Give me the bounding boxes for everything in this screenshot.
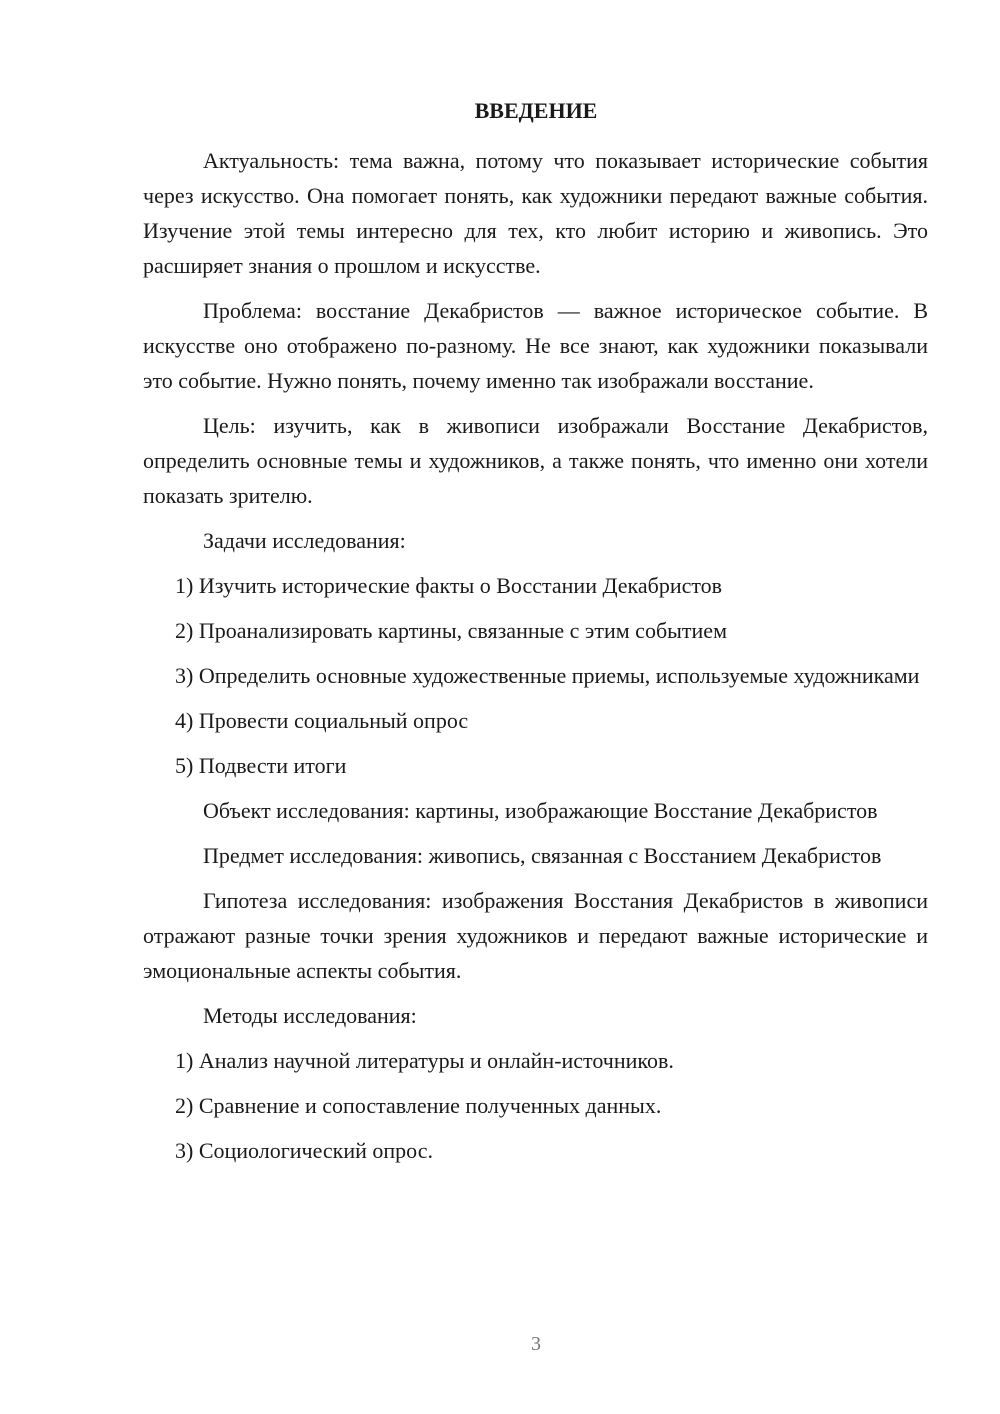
task-item-4: 4) Провести социальный опрос — [175, 708, 469, 733]
hypothesis-paragraph: Гипотеза исследования: изображения Восстания Декабристов в живописи отражают разные точки зрения художников и передают важные исторические и эмоциональные аспекты события. — [143, 888, 928, 983]
object-paragraph: Объект исследования: картины, изображающие Восстание Декабристов — [203, 798, 878, 823]
relevance-paragraph: Актуальность: тема важна, потому что показывает исторические события через искусство. Она помогает понять, как художники передают важные события. Изучение этой темы интересно для тех, кто любит историю и живопись. Это расширяет знания о прошлом и искусстве. — [143, 148, 928, 278]
subject-paragraph: Предмет исследования: живопись, связанная с Восстанием Декабристов — [203, 843, 882, 868]
tasks-heading: Задачи исследования: — [203, 528, 406, 553]
task-item-3: 3) Определить основные художественные приемы, используемые художниками — [175, 663, 920, 688]
document-body — [143, 143, 928, 1178]
method-item-1: 1) Анализ научной литературы и онлайн-источников. — [175, 1048, 674, 1073]
task-item-2: 2) Проанализировать картины, связанные с этим событием — [175, 618, 727, 643]
problem-paragraph: Проблема: восстание Декабристов — важное историческое событие. В искусстве оно отображено по-разному. Не все знают, как художники показывали это событие. Нужно понять, почему именно так изображали восстание. — [143, 298, 928, 393]
page-number: 3 — [531, 1333, 541, 1355]
task-item-5: 5) Подвести итоги — [175, 753, 347, 778]
method-item-3: 3) Социологический опрос. — [175, 1138, 433, 1163]
method-item-2: 2) Сравнение и сопоставление полученных данных. — [175, 1093, 662, 1118]
methods-heading: Методы исследования: — [203, 1003, 417, 1028]
task-item-1: 1) Изучить исторические факты о Восстании Декабристов — [175, 573, 723, 598]
goal-paragraph: Цель: изучить, как в живописи изображали Восстание Декабристов, определить основные темы и художников, а также понять, что именно они хотели показать зрителю. — [143, 413, 928, 508]
page-title: ВВЕДЕНИЕ — [474, 98, 598, 123]
